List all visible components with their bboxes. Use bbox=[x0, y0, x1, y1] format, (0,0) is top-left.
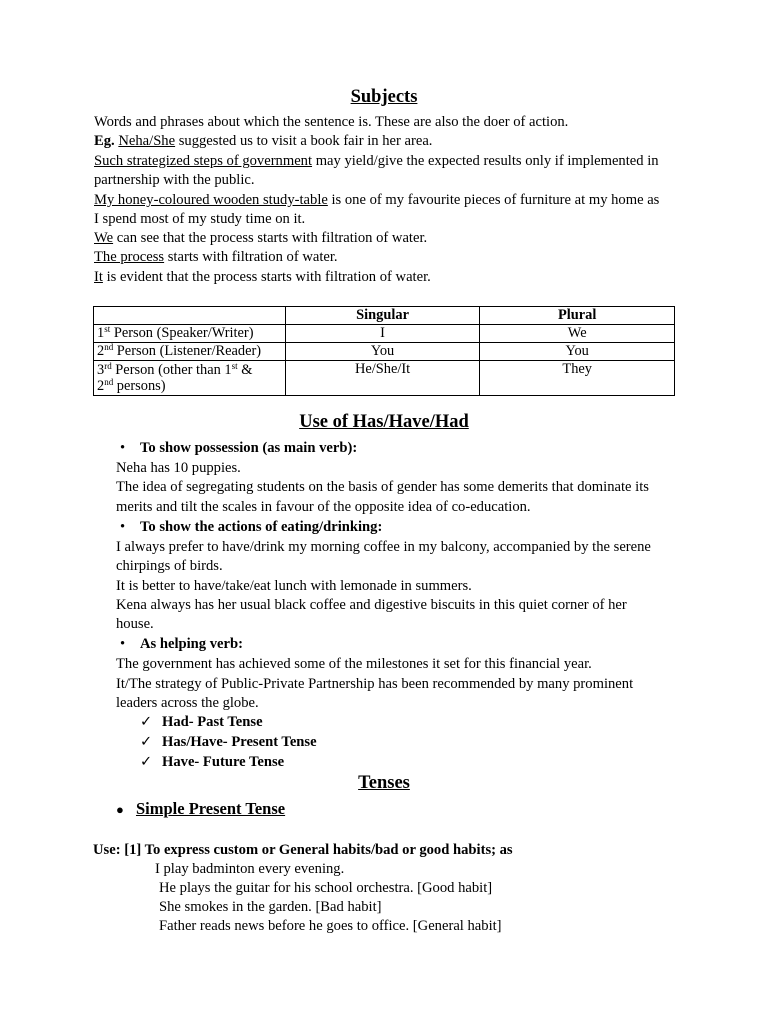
table-header-plural: Plural bbox=[480, 307, 675, 325]
use-line: Use: [1] To express custom or General habits/bad or good habits; as bbox=[93, 842, 513, 858]
possession-line-1: Neha has 10 puppies. bbox=[116, 460, 241, 476]
tense-example-3: She smokes in the garden. [Bad habit] bbox=[159, 899, 382, 915]
check-icon: ✓ bbox=[140, 754, 153, 770]
bullet-icon: • bbox=[120, 440, 126, 456]
bullet-helping bbox=[120, 635, 243, 654]
example-6-subject: It bbox=[94, 269, 103, 285]
bullet-eating-label: To show the actions of eating/drinking: bbox=[140, 519, 383, 535]
example-3-line-2: I spend most of my study time on it. bbox=[94, 211, 306, 227]
table-header-row bbox=[94, 307, 675, 325]
possession-line-2: The idea of segregating students on the basis of gender has some demerits that dominate its bbox=[116, 479, 649, 495]
example-1 bbox=[94, 132, 432, 151]
example-4-rest: can see that the process starts with filtration of water. bbox=[113, 230, 428, 246]
table-row bbox=[94, 343, 675, 361]
check-item-past bbox=[140, 713, 263, 732]
eating-line-3: It is better to have/take/eat lunch with lemonade in summers. bbox=[116, 578, 472, 594]
person-table bbox=[93, 306, 675, 396]
tense-example-4: Father reads news before he goes to office. [General habit] bbox=[159, 918, 502, 934]
tenses-title: Tenses bbox=[358, 773, 410, 793]
check-icon: ✓ bbox=[140, 734, 153, 750]
helping-line-1: The government has achieved some of the milestones it set for this financial year. bbox=[116, 656, 592, 672]
table-cell: They bbox=[480, 361, 675, 396]
example-1-subject: Neha/She bbox=[118, 133, 176, 149]
eating-line-4: Kena always has her usual black coffee and digestive biscuits in this quiet corner of her bbox=[116, 597, 627, 613]
eating-line-2: chirpings of birds. bbox=[116, 558, 223, 574]
example-6-rest: is evident that the process starts with filtration of water. bbox=[102, 269, 431, 285]
check-item-future bbox=[140, 753, 285, 772]
example-3-rest: is one of my favourite pieces of furniture at my home as bbox=[327, 192, 660, 208]
example-6 bbox=[94, 268, 431, 287]
helping-line-2: It/The strategy of Public-Private Partnership has been recommended by many prominent bbox=[116, 676, 634, 692]
example-3-subject: My honey-coloured wooden study-table bbox=[94, 192, 328, 208]
table-cell: I bbox=[285, 325, 480, 343]
table-row-label: 2nd Person (Listener/Reader) bbox=[94, 343, 286, 361]
has-have-title: Use of Has/Have/Had bbox=[299, 412, 469, 432]
example-4 bbox=[94, 229, 427, 248]
simple-present-label: Simple Present Tense bbox=[135, 799, 286, 818]
table-cell: You bbox=[285, 343, 480, 361]
example-2-rest: may yield/give the expected results only if implemented in bbox=[312, 153, 659, 169]
bullet-possession bbox=[120, 439, 358, 458]
bullet-icon: • bbox=[120, 519, 126, 535]
tense-example-2: He plays the guitar for his school orchestra. [Good habit] bbox=[159, 880, 493, 896]
tense-example-1: I play badminton every evening. bbox=[155, 861, 345, 877]
example-5-subject: The process bbox=[94, 249, 165, 265]
simple-present-heading bbox=[116, 799, 285, 820]
check-icon: ✓ bbox=[140, 714, 153, 730]
check-item-label: Had- Past Tense bbox=[162, 714, 263, 730]
subjects-title: Subjects bbox=[350, 87, 418, 107]
example-5 bbox=[94, 248, 338, 267]
table-row bbox=[94, 361, 675, 396]
table-header-empty bbox=[94, 307, 286, 325]
table-cell: We bbox=[480, 325, 675, 343]
table-row bbox=[94, 325, 675, 343]
example-3 bbox=[94, 191, 659, 210]
big-bullet-icon: ● bbox=[116, 802, 124, 817]
example-5-rest: starts with filtration of water. bbox=[164, 249, 338, 265]
helping-line-3: leaders across the globe. bbox=[116, 695, 259, 711]
eg-label: Eg. bbox=[94, 133, 115, 149]
bullet-helping-label: As helping verb: bbox=[140, 636, 243, 652]
example-1-rest: suggested us to visit a book fair in her area. bbox=[175, 133, 433, 149]
example-2 bbox=[94, 152, 659, 171]
example-2-subject: Such strategized steps of government bbox=[94, 153, 313, 169]
example-4-subject: We bbox=[94, 230, 114, 246]
eating-line-5: house. bbox=[116, 616, 154, 632]
bullet-icon: • bbox=[120, 636, 126, 652]
eating-line-1: I always prefer to have/drink my morning coffee in my balcony, accompanied by the serene bbox=[116, 539, 651, 555]
check-item-label: Has/Have- Present Tense bbox=[162, 734, 317, 750]
table-cell: He/She/It bbox=[285, 361, 480, 396]
bullet-eating bbox=[120, 518, 383, 537]
table-row-label: 3rd Person (other than 1st & 2nd persons) bbox=[94, 361, 286, 396]
bullet-possession-label: To show possession (as main verb): bbox=[140, 440, 358, 456]
example-2-line-2: partnership with the public. bbox=[94, 172, 255, 188]
possession-line-3: merits and tilt the scales in favour of the opposite idea of co-education. bbox=[116, 499, 531, 515]
table-row-label: 1st Person (Speaker/Writer) bbox=[94, 325, 286, 343]
check-item-present bbox=[140, 733, 317, 752]
table-cell: You bbox=[480, 343, 675, 361]
check-item-label: Have- Future Tense bbox=[162, 754, 285, 770]
subjects-definition: Words and phrases about which the sentence is. These are also the doer of action. bbox=[94, 114, 569, 130]
table-header-singular: Singular bbox=[285, 307, 480, 325]
